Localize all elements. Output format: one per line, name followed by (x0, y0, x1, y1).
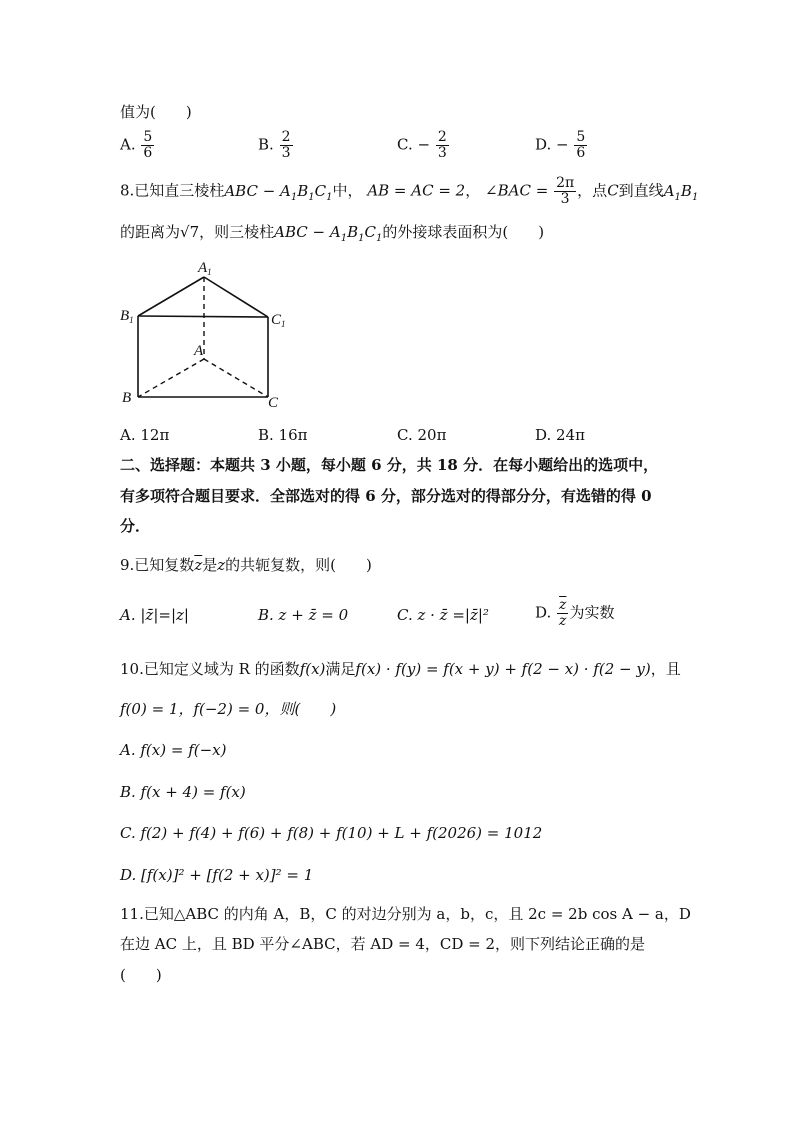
numerator: 2 (281, 129, 291, 145)
q8-option-d[interactable]: D. 24π (535, 426, 585, 444)
vertex: B (347, 223, 359, 241)
q8-text: ， (465, 181, 481, 200)
q7-option-a-fraction (141, 130, 154, 161)
q10-text: 10.已知定义域为 R 的函数 (120, 660, 300, 678)
q7-option-b[interactable] (258, 130, 294, 161)
q9-option-d-tail: 为实数 (569, 603, 615, 622)
prism-lhs: ABC − A (224, 181, 291, 200)
sub: 1 (674, 191, 681, 203)
denominator: z (559, 613, 567, 629)
q10-fx: f(x) (299, 660, 326, 678)
q9-option-c[interactable]: C. z · z̄ =|z̄|² (397, 606, 489, 624)
q7-option-a-label: A. (120, 135, 136, 154)
q10-option-b[interactable]: B. f(x + 4) = f(x) (120, 783, 246, 801)
q8-text: 8.已知直三棱柱 (120, 181, 225, 200)
q10-option-c[interactable]: C. f(2) + f(4) + f(6) + f(8) + f(10) + L + f(2026) = 1012 (120, 824, 543, 842)
label-c: C (268, 395, 279, 411)
label-a1: $A_1$ (198, 260, 212, 277)
q8-text: ，点 (577, 181, 608, 200)
q8-angle-fraction (554, 176, 576, 207)
sqrt-seven: √7 (180, 223, 200, 241)
section2-line2: 有多项符合题目要求．全部选对的得 6 分，部分选对的得部分分，有选错的得 0 (120, 487, 652, 505)
q8-stem-line2 (120, 222, 544, 249)
numerator: $\overline{z}$ (559, 597, 567, 613)
z: z (217, 556, 226, 574)
section2-line1: 二、选择题：本题共 3 小题，每小题 6 分，共 18 分．在每小题给出的选项中， (120, 456, 659, 474)
q8-stem-line1 (120, 176, 698, 208)
q11-stem-line1: 11.已知△ABC 的内角 A，B，C 的对边分别为 a，b，c，且 2c = 2b cos A − a，D (120, 905, 691, 923)
q7-option-b-label: B. (258, 135, 274, 154)
q8-prism-name (224, 181, 333, 203)
vertex: B (680, 181, 692, 200)
q8-angle: ∠BAC = (485, 181, 549, 200)
line-a1b1 (663, 181, 699, 203)
q8-option-c[interactable]: C. 20π (397, 426, 447, 444)
q10-stem-line2: f(0) = 1，f(−2) = 0，则( ) (120, 700, 337, 718)
q9-text: 的共轭复数，则( ) (225, 556, 372, 574)
q9-stem (120, 555, 372, 575)
vertex: C (314, 181, 327, 200)
edge-a-b (138, 359, 204, 397)
q9-option-d-label: D. (535, 603, 552, 622)
label-a: A (194, 343, 204, 359)
vertex: A (663, 181, 675, 200)
numerator: 5 (576, 129, 586, 145)
q10-stem-line1 (120, 659, 681, 679)
q7-option-b-fraction (280, 130, 293, 161)
q9-option-d[interactable] (535, 598, 614, 629)
q9-option-a[interactable]: A. |z̄|=|z| (120, 606, 189, 624)
q10-text: ，且 (650, 660, 681, 678)
denominator: 3 (560, 191, 570, 207)
prism-figure (110, 255, 310, 415)
q8-option-a[interactable]: A. 12π (120, 426, 170, 444)
denominator: 3 (437, 145, 447, 161)
q8-text: 的距离为 (120, 223, 181, 241)
vertex: B (297, 181, 309, 200)
sub: 1 (326, 191, 333, 203)
q9-text: 是 (202, 556, 218, 574)
sub: 1 (308, 191, 315, 203)
q7-stem-tail: 值为( ) (120, 103, 192, 121)
q8-equation: AB = AC = 2 (367, 181, 466, 200)
q8-text: ，则三棱柱 (199, 223, 275, 241)
label-c1: $C_1$ (271, 312, 286, 329)
sub: 1 (290, 191, 298, 203)
denominator: 6 (576, 145, 586, 161)
denominator: 6 (143, 145, 153, 161)
q7-option-a[interactable] (120, 130, 155, 161)
sub: 1 (358, 233, 365, 244)
label-b1: $B_1$ (120, 308, 134, 325)
z-conjugate: $\overline{z}$ (194, 556, 203, 574)
q9-option-d-fraction (557, 598, 568, 629)
section2-line3: 分． (120, 517, 151, 535)
q8-text: 中， (332, 181, 363, 200)
q11-stem-line2: 在边 AC 上，且 BD 平分∠ABC，若 AD = 4，CD = 2，则下列结论正确的是 (120, 935, 646, 953)
denominator: 3 (281, 145, 291, 161)
sub: 1 (340, 233, 348, 244)
q7-option-c[interactable] (397, 130, 450, 161)
q7-option-c-fraction (436, 130, 449, 161)
sub: 1 (375, 233, 383, 244)
q10-text: 满足 (325, 660, 356, 678)
numerator: 2π (556, 175, 575, 191)
q7-option-d[interactable] (535, 130, 588, 161)
q8-prism-name-2 (274, 223, 383, 244)
q10-option-d[interactable]: D. [f(x)]² + [f(2 + x)]² = 1 (120, 866, 314, 884)
q10-equation: f(x) · f(y) = f(x + y) + f(2 − x) · f(2 − y) (355, 660, 651, 678)
edge-a1-c1 (204, 277, 268, 317)
q9-text: 9.已知复数 (120, 556, 195, 574)
q9-option-b[interactable]: B. z + z̄ = 0 (258, 606, 349, 624)
edge-a-c (204, 359, 268, 397)
edge-b1-a1 (138, 277, 204, 316)
numerator: 2 (437, 129, 447, 145)
q10-option-a[interactable]: A. f(x) = f(−x) (120, 741, 227, 759)
point-c: C (607, 181, 619, 200)
vertex: C (364, 223, 376, 241)
label-b: B (122, 390, 132, 406)
q8-text: 到直线 (618, 181, 664, 200)
numerator: 5 (143, 129, 153, 145)
q8-text: 的外接球表面积为( ) (382, 223, 545, 241)
q11-stem-line3: ( ) (120, 966, 162, 984)
q7-option-c-label: C. − (397, 135, 431, 154)
q7-option-d-label: D. − (535, 135, 569, 154)
sub: 1 (691, 191, 699, 203)
q7-option-d-fraction (574, 130, 587, 161)
q8-option-b[interactable]: B. 16π (258, 426, 308, 444)
prism-lhs: ABC − A (274, 223, 341, 241)
edge-b1-c1 (138, 316, 268, 317)
